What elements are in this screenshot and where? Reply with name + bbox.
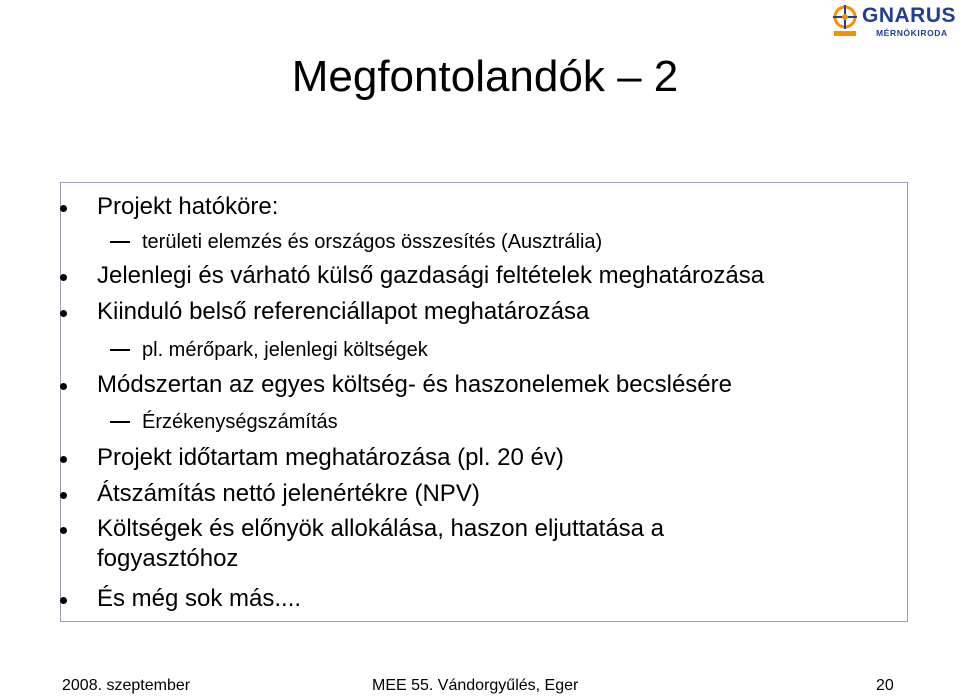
slide-title: Megfontolandók – 2	[291, 52, 679, 101]
footer-page-number: 20	[876, 677, 894, 694]
list-item: Módszertan az egyes költség- és haszonelemek becslésére	[97, 371, 732, 398]
footer-date: 2008. szeptember	[62, 677, 191, 694]
bullet-dot-icon	[60, 492, 70, 502]
bullet-dot-icon	[60, 597, 70, 607]
dash-icon	[110, 349, 130, 351]
gnarus-logo	[828, 2, 960, 42]
list-item: Kiinduló belső referenciállapot meghatározása	[97, 298, 590, 325]
bullet-dot-icon	[60, 274, 70, 284]
list-item: Átszámítás nettó jelenértékre (NPV)	[97, 480, 480, 507]
dash-icon	[110, 241, 130, 243]
list-item: Projekt hatóköre:	[97, 193, 279, 220]
list-subitem: területi elemzés és országos összesítés (Ausztrália)	[142, 231, 603, 253]
dash-icon	[110, 421, 130, 423]
logo-brand-text: GNARUS	[862, 4, 957, 27]
list-item: És még sok más....	[97, 585, 302, 612]
list-subitem: Érzékenységszámítás	[142, 411, 338, 433]
footer-event: MEE 55. Vándorgyűlés, Eger	[372, 677, 579, 694]
logo-subtitle: MÉRNÖKIRODA	[876, 28, 948, 38]
bullet-dot-icon	[60, 383, 70, 393]
bullet-dot-icon	[60, 456, 70, 466]
bullet-dot-icon	[60, 205, 70, 215]
list-item: Projekt időtartam meghatározása (pl. 20 év)	[97, 444, 564, 471]
gnarus-logo-mark-icon	[832, 4, 858, 38]
list-item: Jelenlegi és várható külső gazdasági feltételek meghatározása	[97, 262, 765, 289]
bullet-dot-icon	[60, 527, 70, 537]
list-item-continuation: fogyasztóhoz	[97, 545, 239, 572]
bullet-dot-icon	[60, 310, 70, 320]
list-item: Költségek és előnyök allokálása, haszon eljuttatása a	[97, 515, 665, 542]
list-subitem: pl. mérőpark, jelenlegi költségek	[142, 339, 428, 361]
